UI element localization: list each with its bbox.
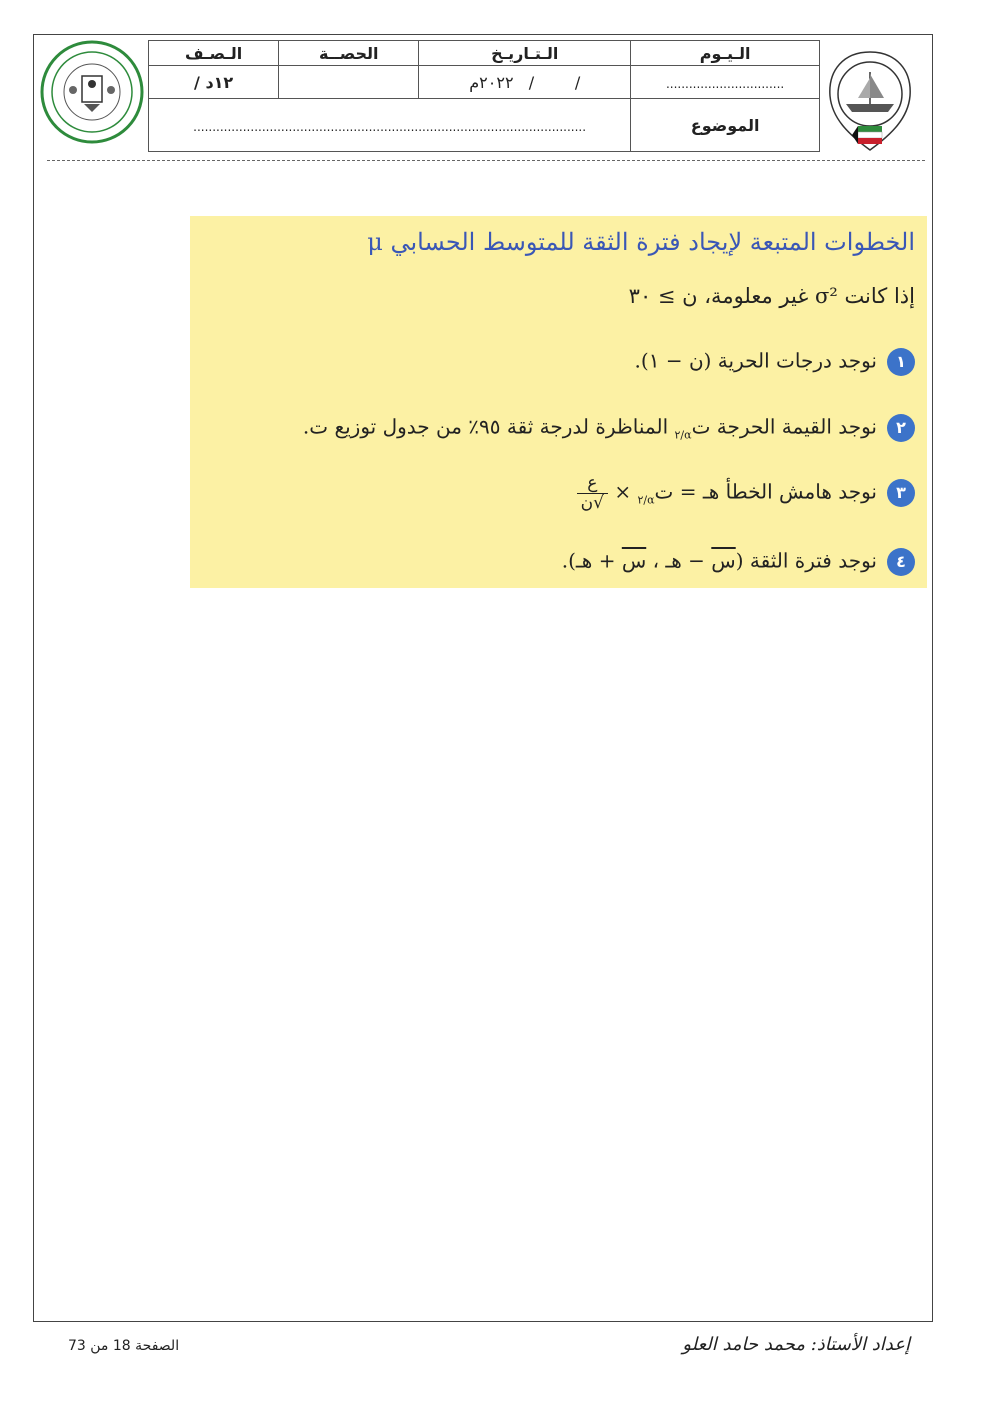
author-credit: إعداد الأستاذ: محمد حامد العلو	[682, 1334, 910, 1355]
step-text: نوجد درجات الحرية (ن − ١).	[634, 348, 877, 373]
step-1	[635, 348, 915, 376]
state-emblem-logo	[822, 46, 918, 158]
condition-line: إذا كانت σ² غير معلومة، ن ≥ ٣٠	[628, 284, 915, 308]
step-number-badge: ٢	[887, 414, 915, 442]
alpha-half-subscript: α/٢	[637, 493, 655, 507]
period-value	[279, 66, 419, 99]
subject-value: .......................................................................................................	[193, 119, 587, 134]
header-separator	[47, 160, 925, 161]
step-text: نوجد فترة الثقة (	[735, 548, 877, 573]
step-text-mid: − هـ ،	[646, 548, 712, 573]
fraction-denominator: √ن	[580, 492, 604, 513]
class-label: الـصـف	[149, 41, 279, 66]
sigma-over-root-n-fraction	[577, 474, 608, 512]
step-number-badge: ٣	[887, 479, 915, 507]
date-label: الـتـاريـخ	[419, 41, 631, 66]
day-value-cell	[631, 66, 820, 99]
step-text: نوجد هامش الخطأ هـ = ت	[654, 479, 877, 504]
step-4	[562, 548, 915, 576]
step-text: نوجد القيمة الحرجة ت	[691, 414, 877, 439]
header-table	[148, 40, 820, 152]
step-number-badge: ٤	[887, 548, 915, 576]
step-number-badge: ١	[887, 348, 915, 376]
subject-label: الموضوع	[631, 99, 820, 152]
steps-heading: الخطوات المتبعة لإيجاد فترة الثقة للمتوسط الحسابي μ	[367, 228, 915, 256]
class-value: ١٢د /	[149, 66, 279, 99]
step-text-end: + هـ).	[561, 548, 622, 573]
day-label: الـيـوم	[631, 41, 820, 66]
page-number: الصفحة 18 من 73	[68, 1338, 180, 1354]
day-value: ...............................	[665, 76, 785, 91]
school-logo	[40, 40, 144, 144]
period-label: الحصــة	[279, 41, 419, 66]
subject-value-cell	[149, 99, 631, 152]
sample-mean-symbol: س	[711, 548, 736, 573]
date-value: / / ٢٠٢٢م	[419, 66, 631, 99]
steps-box	[190, 216, 927, 588]
sample-mean-symbol: س	[621, 548, 647, 573]
step-text-cont: المناظرة لدرجة ثقة ٩٥٪ من جدول توزيع ت.	[302, 414, 675, 439]
fraction-numerator: ع	[577, 474, 608, 494]
times-sign: ×	[607, 479, 638, 504]
step-2	[303, 414, 915, 442]
alpha-half-subscript: α/٢	[674, 428, 692, 442]
step-3	[577, 474, 915, 512]
